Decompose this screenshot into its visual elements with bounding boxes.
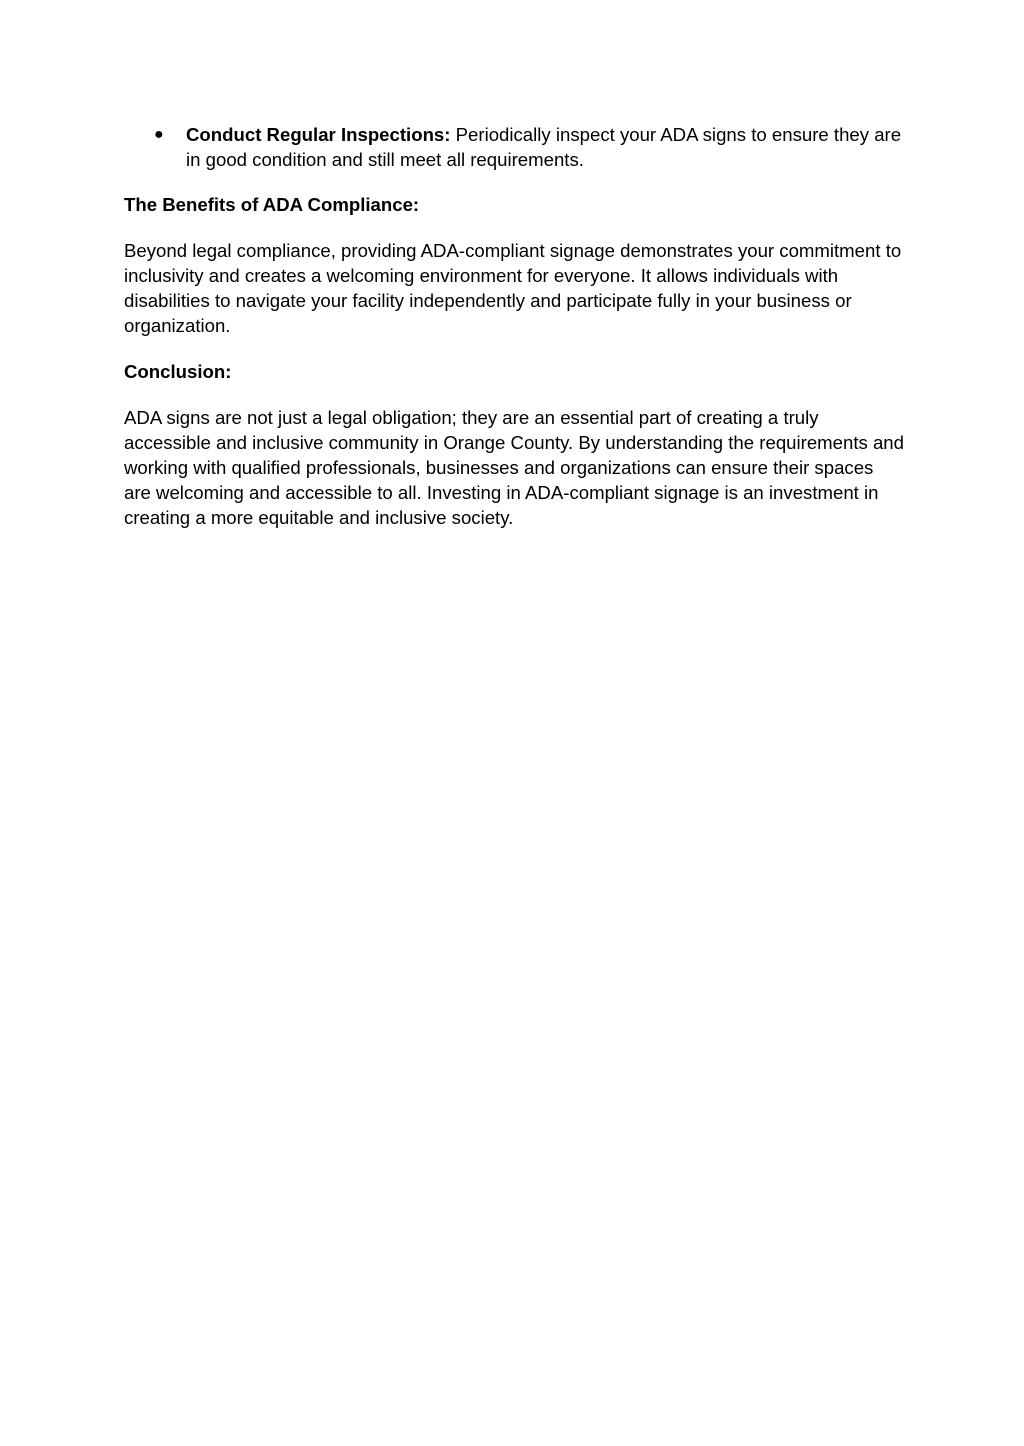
section-paragraph-benefits: Beyond legal compliance, providing ADA-compliant signage demonstrates your commitment to inclusivity and creates a welcoming environment for everyone. It allows individuals with disabilities to navigate your facility independently and participate fully in your business or organization. <box>124 240 902 336</box>
section-heading-benefits: The Benefits of ADA Compliance: <box>124 194 420 215</box>
document-body <box>124 122 904 551</box>
list-item-text: Periodically inspect your ADA signs to ensure they are in good condition and still meet all requirements. <box>186 124 902 170</box>
section-heading-conclusion: Conclusion: <box>124 361 232 382</box>
list-item-lead: Conduct Regular Inspections: <box>186 124 451 145</box>
list-item <box>124 122 904 172</box>
bullet-icon: ● <box>154 126 164 143</box>
section-paragraph-conclusion: ADA signs are not just a legal obligation; they are an essential part of creating a truly accessible and inclusive community in Orange County. By understanding the requirements and working with qualified professionals, businesses and organizations can ensure their spaces are welcoming and accessible to all. Investing in ADA-compliant signage is an investment in creating a more equitable and inclusive society. <box>124 407 904 528</box>
